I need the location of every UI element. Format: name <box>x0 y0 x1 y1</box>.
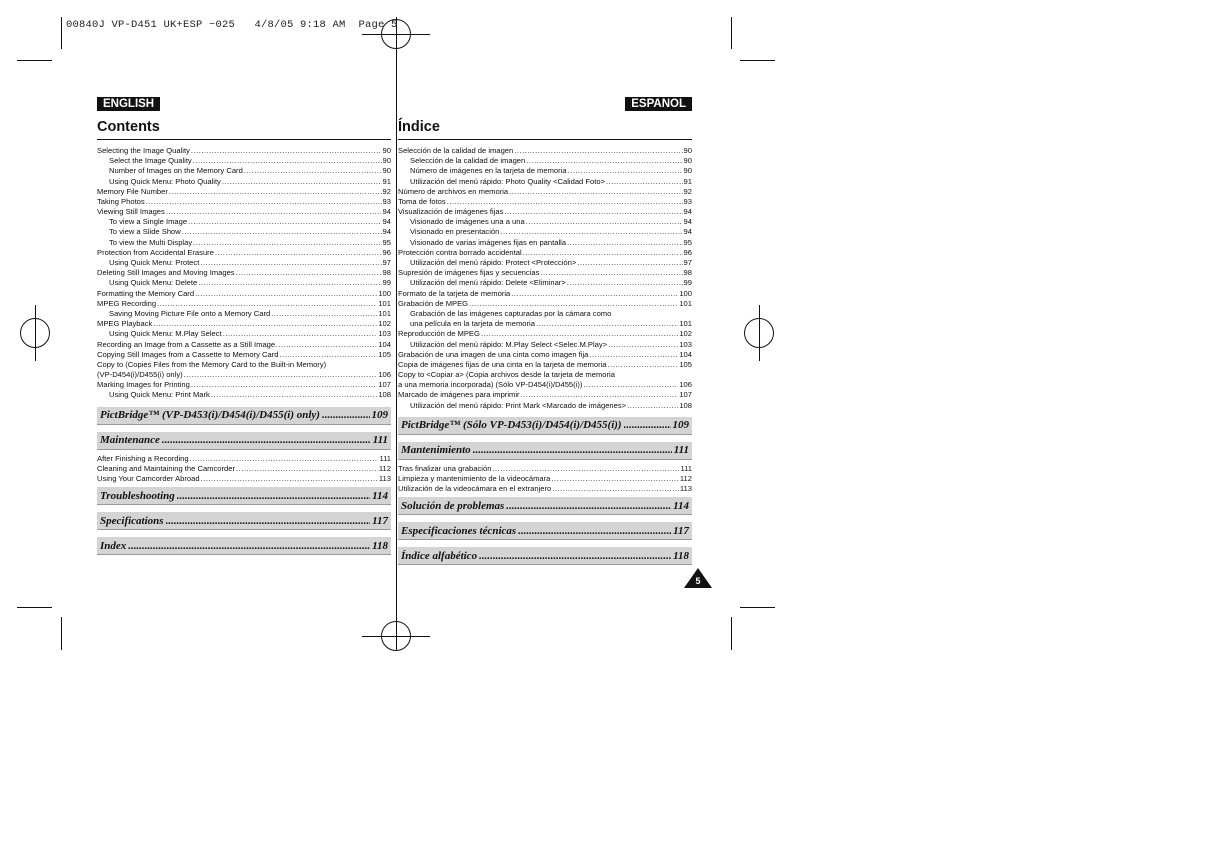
toc-entry[interactable]: Utilización del menú rápido: Photo Quality <Calidad Foto> ..... 91 <box>398 177 692 187</box>
toc-entry[interactable]: Memory File Number ..... 92 <box>97 187 391 197</box>
toc-entry[interactable]: Recording an Image from a Cassette as a Still Image. ..... 104 <box>97 340 391 350</box>
crop-mark <box>731 17 732 49</box>
toc-entry[interactable]: To view a Slide Show ..... 94 <box>97 228 391 238</box>
toc-entry[interactable]: una película en la tarjeta de memoria ..... 101 <box>398 319 692 329</box>
contents-title: Índice <box>398 119 692 140</box>
toc-entry[interactable]: Selección de la calidad de imagen ..... 90 <box>398 156 692 166</box>
fold-line <box>396 17 397 650</box>
toc-entry[interactable]: Viewing Still Images ..... 94 <box>97 207 391 217</box>
print-slug: 00840J VP-D451 UK+ESP ~025 4/8/05 9:18 AM Page 5 <box>66 19 398 31</box>
crop-mark <box>740 607 775 608</box>
toc-entry[interactable]: Supresión de imágenes fijas y secuencias ..... 98 <box>398 268 692 278</box>
crop-mark <box>17 607 52 608</box>
toc-entry[interactable]: Toma de fotos ..... 93 <box>398 197 692 207</box>
toc-entry[interactable]: Utilización del menú rápido: Delete <Eliminar> ..... 99 <box>398 278 692 288</box>
english-contents-column <box>97 94 391 555</box>
toc-entry[interactable]: (VP-D454(i)/D455(i) only) ..... 106 <box>97 370 391 380</box>
toc-entry[interactable]: Reproducción de MPEG ..... 102 <box>398 329 692 339</box>
toc-entry[interactable]: Number of Images on the Memory Card ..... 90 <box>97 166 391 176</box>
toc-entry-text: Copy to <Copiar a> (Copia archivos desde la tarjeta de memoria <box>398 370 615 380</box>
registration-mark-line <box>362 34 430 35</box>
crop-mark <box>740 60 775 61</box>
toc-entries <box>398 146 692 411</box>
toc-section-troubleshooting[interactable]: Solución de problemas ..... 114 <box>398 497 692 515</box>
crop-mark <box>61 617 62 650</box>
toc-section-troubleshooting[interactable]: Troubleshooting ..... 114 <box>97 487 391 505</box>
toc-entry[interactable]: Saving Moving Picture File onto a Memory Card ..... 101 <box>97 309 391 319</box>
toc-entry[interactable]: Utilización del menú rápido: M.Play Select <Selec.M.Play> ..... 103 <box>398 340 692 350</box>
toc-entry[interactable]: Select the Image Quality ..... 90 <box>97 156 391 166</box>
toc-entry[interactable]: Utilización del menú rápido: Print Mark <Marcado de imágenes> ..... 108 <box>398 401 692 411</box>
toc-section-specifications[interactable]: Specifications ..... 117 <box>97 512 391 530</box>
toc-entry[interactable]: Using Quick Menu: Protect ..... 97 <box>97 258 391 268</box>
toc-entry-text: Copy to (Copies Files from the Memory Card to the Built-in Memory) <box>97 359 327 369</box>
toc-entry[interactable]: Cleaning and Maintaining the Camcorder ..... 112 <box>97 464 391 474</box>
toc-entry[interactable]: MPEG Recording ..... 101 <box>97 299 391 309</box>
toc-entry[interactable]: Copying Still Images from a Cassette to Memory Card ..... 105 <box>97 350 391 360</box>
toc-entry[interactable]: Marking Images for Printing ..... 107 <box>97 380 391 390</box>
toc-entries <box>398 464 692 495</box>
toc-entry[interactable]: Selecting the Image Quality ..... 90 <box>97 146 391 156</box>
toc-entry[interactable]: Visualización de imágenes fijas ..... 94 <box>398 207 692 217</box>
toc-entry[interactable]: Protección contra borrado accidental ..... 96 <box>398 248 692 258</box>
crop-mark <box>17 60 52 61</box>
toc-entries <box>97 454 391 485</box>
toc-entry[interactable]: Grabación de una imagen de una cinta como imagen fija ..... 104 <box>398 350 692 360</box>
toc-entry[interactable]: Visionado de varias imágenes fijas en pantalla ..... 95 <box>398 238 692 248</box>
toc-entry[interactable]: Utilización del menú rápido: Protect <Protección> ..... 97 <box>398 258 692 268</box>
toc-section-pictbridge[interactable]: PictBridge™ (Sólo VP-D453(i)/D454(i)/D455(i)) ..... 109 <box>398 417 692 435</box>
toc-entry[interactable]: Taking Photos ..... 93 <box>97 197 391 207</box>
registration-mark-line <box>362 636 430 637</box>
toc-entry[interactable]: Visionado de imágenes una a una ..... 94 <box>398 217 692 227</box>
toc-entries <box>97 146 391 401</box>
toc-entry[interactable]: Using Your Camcorder Abroad ..... 113 <box>97 474 391 484</box>
registration-mark-line <box>759 305 760 361</box>
toc-section-specifications[interactable]: Especificaciones técnicas ..... 117 <box>398 522 692 540</box>
crop-mark <box>61 17 62 49</box>
toc-entry-text: Grabación de las imágenes capturadas por la cámara como <box>410 309 612 318</box>
crop-mark <box>731 617 732 650</box>
contents-title: Contents <box>97 119 391 140</box>
toc-section-pictbridge[interactable]: PictBridge™ (VP-D453(i)/D454(i)/D455(i) only) ..... 109 <box>97 407 391 425</box>
toc-entry[interactable]: Using Quick Menu: Photo Quality ..... 91 <box>97 177 391 187</box>
toc-entry[interactable]: Utilización de la videocámara en el extranjero ..... 113 <box>398 484 692 494</box>
toc-entry[interactable]: Copia de imágenes fijas de una cinta en la tarjeta de memoria ..... 105 <box>398 360 692 370</box>
toc-entry[interactable]: Selección de la calidad de imagen ..... 90 <box>398 146 692 156</box>
toc-entry[interactable]: Formato de la tarjeta de memoria ..... 100 <box>398 289 692 299</box>
toc-entry[interactable]: Formatting the Memory Card ..... 100 <box>97 289 391 299</box>
language-tag-espanol: ESPANOL <box>625 97 692 111</box>
registration-mark-line <box>35 305 36 361</box>
toc-entry[interactable]: Tras finalizar una grabación ..... 111 <box>398 464 692 474</box>
language-tag-english: ENGLISH <box>97 97 160 111</box>
toc-entry[interactable]: Deleting Still Images and Moving Images ..... 98 <box>97 268 391 278</box>
toc-entry[interactable]: Número de archivos en memoria ..... 92 <box>398 187 692 197</box>
toc-entry[interactable]: Visionado en presentación ..... 94 <box>398 228 692 238</box>
toc-entry[interactable]: Using Quick Menu: Delete ..... 99 <box>97 278 391 288</box>
toc-entry[interactable]: Using Quick Menu: M.Play Select ..... 103 <box>97 329 391 339</box>
toc-entry[interactable]: Using Quick Menu: Print Mark ..... 108 <box>97 391 391 401</box>
toc-section-maintenance[interactable]: Mantenimiento ..... 111 <box>398 442 692 460</box>
toc-entry[interactable]: a una memoria incorporada) (Sólo VP-D454(i)/D455(i)) ..... 106 <box>398 380 692 390</box>
toc-entry[interactable]: Limpieza y mantenimiento de la videocámara ..... 112 <box>398 474 692 484</box>
espanol-contents-column <box>398 94 692 565</box>
toc-entry[interactable]: Grabación de MPEG ..... 101 <box>398 299 692 309</box>
toc-entry[interactable]: MPEG Playback ..... 102 <box>97 319 391 329</box>
toc-entry[interactable]: To view a Single Image ..... 94 <box>97 217 391 227</box>
toc-section-maintenance[interactable]: Maintenance ..... 111 <box>97 432 391 450</box>
toc-entry[interactable]: Protection from Accidental Erasure ..... 96 <box>97 248 391 258</box>
toc-entry[interactable]: After Finishing a Recording ..... 111 <box>97 454 391 464</box>
toc-entry[interactable]: To view the Multi Display ..... 95 <box>97 238 391 248</box>
page-number: 5 <box>695 576 701 586</box>
toc-section-index[interactable]: Índice alfabético ..... 118 <box>398 547 692 565</box>
toc-entry[interactable]: Número de imágenes en la tarjeta de memoria ..... 90 <box>398 166 692 176</box>
toc-entry[interactable]: Marcado de imágenes para imprimir ..... 107 <box>398 391 692 401</box>
toc-section-index[interactable]: Index ..... 118 <box>97 537 391 555</box>
